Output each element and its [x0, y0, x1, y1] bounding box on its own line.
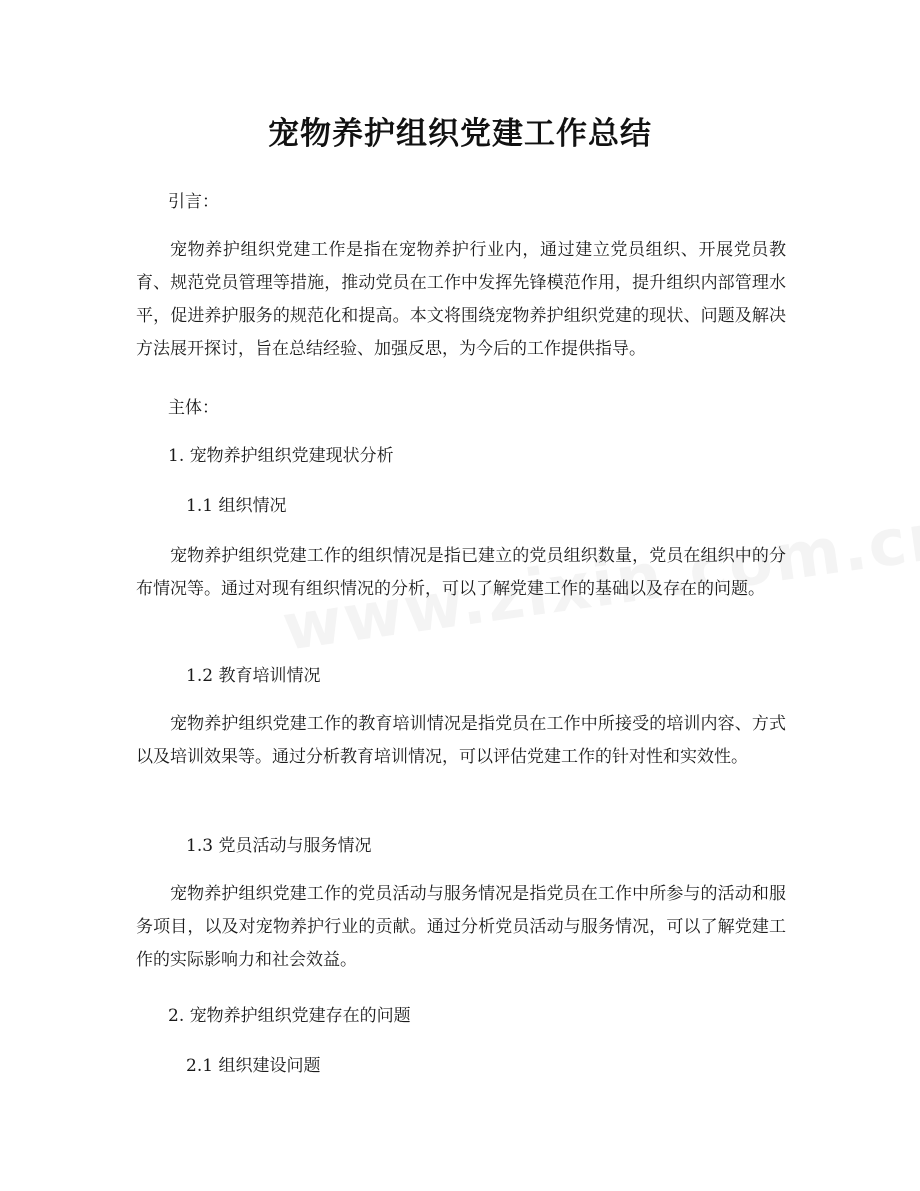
- document-title: 宠物养护组织党建工作总结: [268, 116, 652, 152]
- section-2-heading: 2. 宠物养护组织党建存在的问题: [168, 1006, 411, 1026]
- section-1-3-paragraph: 宠物养护组织党建工作的党员活动与服务情况是指党员在工作中所参与的活动和服务项目，以及对宠物养护行业的贡献。通过分析党员活动与服务情况，可以了解党建工作的实际影响力和社会效益。: [136, 884, 786, 970]
- section-1-3-heading: 1.3 党员活动与服务情况: [186, 836, 372, 856]
- body-label: 主体：: [168, 398, 219, 418]
- section-1-1-heading: 1.1 组织情况: [186, 496, 287, 516]
- section-1-heading: 1. 宠物养护组织党建现状分析: [168, 446, 394, 466]
- section-2-1-heading: 2.1 组织建设问题: [186, 1056, 321, 1076]
- section-1-1-paragraph: 宠物养护组织党建工作的组织情况是指已建立的党员组织数量，党员在组织中的分布情况等。通过对现有组织情况的分析，可以了解党建工作的基础以及存在的问题。: [136, 546, 786, 599]
- section-1-2-heading: 1.2 教育培训情况: [186, 666, 321, 686]
- intro-paragraph: 宠物养护组织党建工作是指在宠物养护行业内，通过建立党员组织、开展党员教育、规范党员管理等措施，推动党员在工作中发挥先锋模范作用，提升组织内部管理水平，促进养护服务的规范化和提高。本文将围绕宠物养护组织党建的现状、问题及解决方法展开探讨，旨在总结经验、加强反思，为今后的工作提供指导。: [136, 240, 786, 359]
- intro-label: 引言：: [168, 192, 219, 212]
- section-1-2-paragraph: 宠物养护组织党建工作的教育培训情况是指党员在工作中所接受的培训内容、方式以及培训效果等。通过分析教育培训情况，可以评估党建工作的针对性和实效性。: [136, 714, 786, 767]
